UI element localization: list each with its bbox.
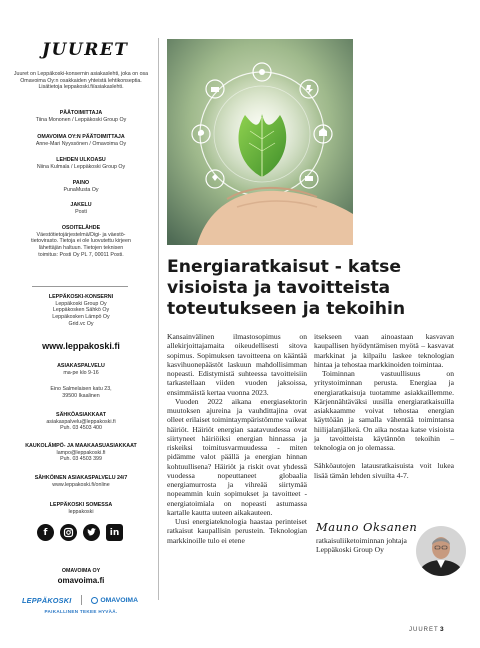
block-body: Anne-Mari Nyyssönen / Omavoima Oy <box>35 140 127 147</box>
logo-divider <box>81 595 82 605</box>
contact-block <box>8 363 154 376</box>
block-body: lampo@leppakoski.fi Puh. 03 4503 399 <box>56 449 106 463</box>
block-body: Posti <box>75 208 87 215</box>
block-body: ma-pe klo 9-16 <box>63 369 99 376</box>
block-body: PunaMusta Oy <box>63 186 99 193</box>
masthead-block <box>8 225 154 259</box>
block-body: www.leppakoski.fi/online <box>52 481 110 488</box>
omavoima-logo-text: OMAVOIMA <box>100 596 138 604</box>
block-heading: OMAVOIMA OY <box>61 568 101 574</box>
block-body: Tiina Mononen / Leppäkoski Group Oy <box>35 116 127 123</box>
block-body: Leppäkoski Group Oy Leppäkosken Sähkö Oy Leppäkosken Lämpö Oy Grid.vc Oy <box>52 300 110 327</box>
masthead-block <box>8 134 154 147</box>
omavoima-logo <box>91 597 138 604</box>
group-block <box>8 294 154 328</box>
facebook-icon[interactable]: f <box>37 524 54 541</box>
block-heading: PAINO <box>72 180 90 186</box>
masthead-block <box>8 180 154 193</box>
masthead-block <box>8 110 154 123</box>
author-caption: ratkaisuliiketoiminnan johtaja Leppäkoski Group Oy <box>316 536 407 555</box>
block-heading: PÄÄTOIMITTAJA <box>59 110 103 116</box>
contact-block <box>8 412 154 432</box>
contact-block <box>8 386 154 399</box>
block-body: leppakoski <box>68 508 94 515</box>
leppakoski-logo: LEPPÄKOSKI <box>22 595 72 605</box>
block-body: Niina Kulmala / Leppäkoski Group Oy <box>36 163 126 170</box>
paragraph: Uusi energiateknologia haastaa perinteiset ratkaisut kaupallisin perustein. Teknologian markkinoille tulo ei etene <box>167 517 307 545</box>
twitter-icon[interactable] <box>83 524 100 541</box>
paragraph: Toiminnan vastuullisuus on yritystoiminnan perusta. Energiaa ja energiaratkaisuja tuotamme asiakkaillemme. Kärjennähtäväksi uusilla energiaratkaisuilla asiakkaamme voivat tehostaa energian käyttöään ja samalla vähentää toimintansa hiilijalanjälkeä. On aika nostaa katse visioista ja tavoitteista käytännön tekoihin – teknologia on jo olemassa. <box>314 369 454 452</box>
author-portrait <box>416 526 466 576</box>
paragraph: Kansainvälinen ilmastosopimus on allekirjoittajamaita oikeudellisesti sitova sopimus. Sopimuksen tavoitteena on kääntää kasvihuonepäästöt laskuun mahdollisimman nopeasti. Edistymistä suhteessa tavoitteisiin tarkastellaan viiden vuoden jaksoissa, ensimmäistä kertaa vuonna 2023. <box>167 332 307 397</box>
hero-image <box>167 39 353 245</box>
author-signature: Mauno Oksanen <box>316 520 418 534</box>
social-icons <box>37 524 123 541</box>
linkedin-icon[interactable]: in <box>106 524 123 541</box>
block-heading: KAUKOLÄMPÖ- JA MAAKAASUASIAKKAAT <box>25 443 137 449</box>
block-body: Väestötietojärjestelmä/Digi- ja väestö- tietovirasto. Tietoja ei ole luovutettu kirjeen lähettäjän haltuun. Tietojen teknisen toimitus: Posti Oy PL 7, 00011 Posti. <box>31 231 131 258</box>
contact-block <box>8 443 154 463</box>
juuret-logo: JUURET <box>42 40 129 60</box>
slogan: PAIKALLINEN TEKEE HYVÄÄ. <box>44 609 118 614</box>
block-heading: JAKELU <box>70 202 92 208</box>
paragraph: Vuoden 2022 aikana energiasektorin muutoksen ajureina ja vauhdittajina ovat olleet erilaiset toimintaympäristömme vaikeat häiriöt. Häiriöt energian saatavuudessa ovat siirtyneet häiriöiksi energian hinnassa ja riskeiksi toimitusvarmuudessa - miten pidämme valot päällä ja energian hinnan kohtuullisena? Häiriöt ja riskit ovat yhdessä vuodessa nopeuttaneet globaalia energiamurrosta ja vihreää siirtymää nopeammin kuin sopimukset ja tavoitteet - energiatoimiala on nopeasti astumassa kartalle kautta uuteen aikakauteen. <box>167 396 307 517</box>
block-body: asiakaspalvelu@leppakoski.fi Puh. 03 4503 400 <box>46 418 116 432</box>
article-headline: Energiaratkaisut - katse visioista ja tavoitteista toteutukseen ja tekoihin <box>167 257 406 319</box>
footer-magazine: JUURET <box>409 627 439 633</box>
page-number: 3 <box>440 626 444 633</box>
masthead-block <box>8 157 154 170</box>
contact-block <box>8 475 154 488</box>
block-heading: LEHDEN ULKOASU <box>56 157 106 163</box>
block-heading: SÄHKÖINEN ASIAKASPALVELU 24/7 <box>34 475 128 481</box>
block-heading: OMAVOIMA OY:N PÄÄTOIMITTAJA <box>37 134 125 140</box>
block-heading: SÄHKÖASIAKKAAT <box>56 412 106 418</box>
block-body: Eino Salmelaisen katu 23, 39500 Ikaalinen <box>50 386 112 399</box>
omavoima-link[interactable]: omavoima.fi <box>57 576 105 585</box>
paragraph: Sähköautojen latausratkaisuista voit lukea lisää tämän lehden sivuilta 4-7. <box>314 461 454 480</box>
divider <box>32 286 128 287</box>
paragraph: itsekseen vaan ainoastaan kasvavan kaupallisen hyödyntämisen myötä – kasvavat markkinat ja kilpailu laskee teknologian hintaa ja tehostaa markkinoiden toimintaa. <box>314 332 454 369</box>
column-divider <box>158 38 159 600</box>
block-heading: LEPPÄKOSKI SOMESSA <box>49 502 113 508</box>
omavoima-block <box>8 568 154 575</box>
website-link[interactable]: www.leppakoski.fi <box>42 341 120 351</box>
omavoima-mark-icon <box>91 597 98 604</box>
masthead-block <box>8 202 154 215</box>
block-heading: ASIAKASPALVELU <box>57 363 105 369</box>
contact-block <box>8 502 154 515</box>
instagram-icon[interactable] <box>60 524 77 541</box>
article-column-1 <box>167 332 307 545</box>
masthead-sidebar <box>0 0 158 648</box>
brand-logos <box>22 594 138 606</box>
block-heading: OSOITELÄHDE <box>61 225 101 231</box>
block-heading: LEPPÄKOSKI-KONSERNI <box>48 294 114 300</box>
intro-text: Juuret on Leppäkoski-konsernin asiakaslehti, joka on osa Omavoima Oy:n osakkaiden yhteistä lehtikonseptia. Lisätietoja leppakoski.fi/asiakaslehti. <box>13 71 149 91</box>
article-column-2 <box>314 332 454 480</box>
